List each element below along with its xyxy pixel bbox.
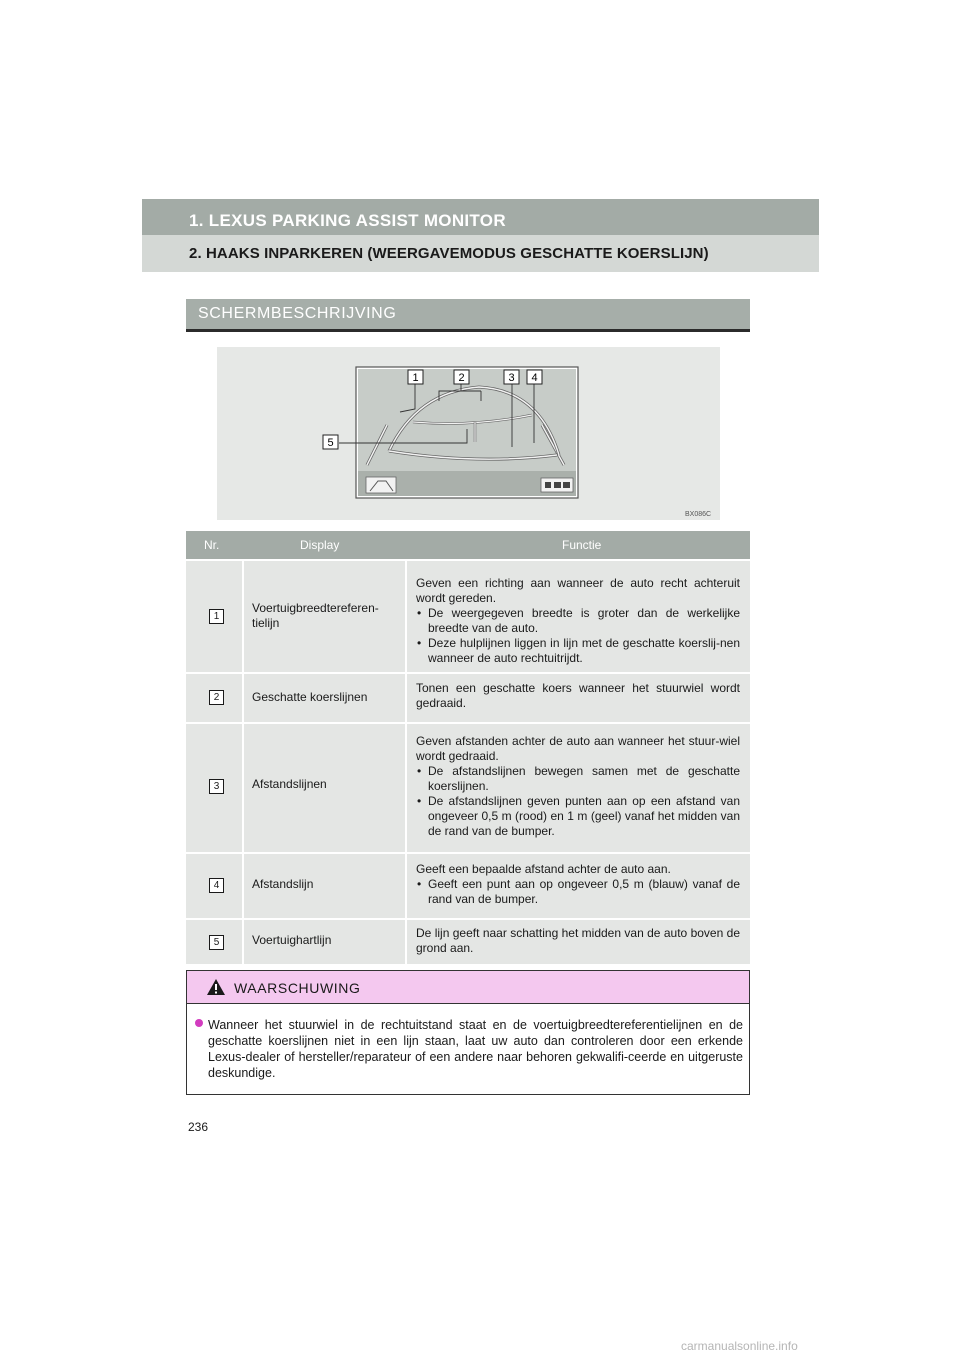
row-number: 4 <box>209 878 224 893</box>
chapter-title: 1. LEXUS PARKING ASSIST MONITOR <box>189 211 506 230</box>
camera-screen-illustration <box>217 347 720 520</box>
list-item: • De weergegeven breedte is groter dan de werkelijke breedte van de auto. <box>416 606 740 636</box>
column-header-functie: Functie <box>562 538 602 552</box>
row-display: Voertuighartlijn <box>252 933 332 947</box>
row-display: Afstandslijnen <box>252 777 327 791</box>
table-row <box>186 672 750 722</box>
watermark: carmanualsonline.info <box>681 1339 798 1353</box>
row-function-intro: Geven afstanden achter de auto aan wanneer het stuur-wiel wordt gedraaid. <box>416 734 740 763</box>
warning-triangle-icon <box>206 978 226 996</box>
table-row <box>186 559 750 672</box>
row-function-intro: De lijn geeft naar schatting het midden van de auto boven de grond aan. <box>416 926 740 955</box>
callout-5: 5 <box>327 437 334 449</box>
table-row <box>186 852 750 918</box>
callout-2: 2 <box>458 372 465 384</box>
row-function-intro: Tonen een geschatte koers wanneer het stuurwiel wordt gedraaid. <box>416 681 740 710</box>
row-number: 3 <box>209 779 224 794</box>
column-header-display: Display <box>300 538 340 552</box>
legend-table <box>186 531 750 964</box>
callout-4: 4 <box>531 372 538 384</box>
warning-title: WAARSCHUWING <box>234 980 361 996</box>
row-function-intro: Geven een richting aan wanneer de auto recht achteruit wordt gereden. <box>416 576 740 605</box>
chapter-bar <box>142 199 819 235</box>
section-bar <box>142 235 819 272</box>
warning-text: Wanneer het stuurwiel in de rechtuitstand staat en de voertuigbreedtereferentielijnen en de geschatte koerslijnen niet in een lijn staan, laat uw auto dan controleren door een erkende Lexus-dealer of hersteller/reparateur of een andere naar behoren gekwalifi-ceerde en uitgeruste deskundige. <box>208 1018 743 1080</box>
row-display: Voertuigbreedtereferen-tielijn <box>252 601 379 630</box>
row-function <box>416 681 740 711</box>
row-number: 1 <box>209 609 224 624</box>
camera-screen-figure <box>217 347 720 520</box>
row-function <box>416 734 740 839</box>
table-row <box>186 918 750 964</box>
row-function <box>416 862 740 907</box>
page-number: 236 <box>188 1120 209 1134</box>
row-display: Geschatte koerslijnen <box>252 690 368 704</box>
warning-header <box>187 971 749 1004</box>
callout-1: 1 <box>412 372 419 384</box>
section-heading <box>186 299 750 332</box>
row-number: 2 <box>209 690 224 705</box>
warning-box <box>186 970 750 1095</box>
list-item: • Deze hulplijnen liggen in lijn met de geschatte koerslij-nen wanneer de auto rechtuitrijdt. <box>416 636 740 666</box>
list-item: • Geeft een punt aan op ongeveer 0,5 m (blauw) vanaf de rand van de bumper. <box>416 877 740 907</box>
callout-3: 3 <box>508 372 515 384</box>
figure-code: BX086C <box>685 511 712 518</box>
warning-body <box>195 1017 743 1081</box>
column-header-nr: Nr. <box>204 538 220 552</box>
list-item: • De afstandslijnen geven punten aan op een afstand van ongeveer 0,5 m (rood) en 1 m (geel) vanaf het midden van de rand van de bumper. <box>416 794 740 839</box>
row-function <box>416 576 740 666</box>
list-item: • De afstandslijnen bewegen samen met de geschatte koerslijnen. <box>416 764 740 794</box>
bullet-dot-icon <box>195 1019 203 1027</box>
table-header <box>186 531 750 559</box>
row-function <box>416 926 740 956</box>
section-heading-text: SCHERMBESCHRIJVING <box>198 305 397 322</box>
row-number: 5 <box>209 935 224 950</box>
row-function-intro: Geeft een bepaalde afstand achter de auto aan. <box>416 862 671 876</box>
row-display: Afstandslijn <box>252 877 314 891</box>
table-row <box>186 722 750 852</box>
section-title: 2. HAAKS INPARKEREN (WEERGAVEMODUS GESCHATTE KOERSLIJN) <box>189 245 709 262</box>
